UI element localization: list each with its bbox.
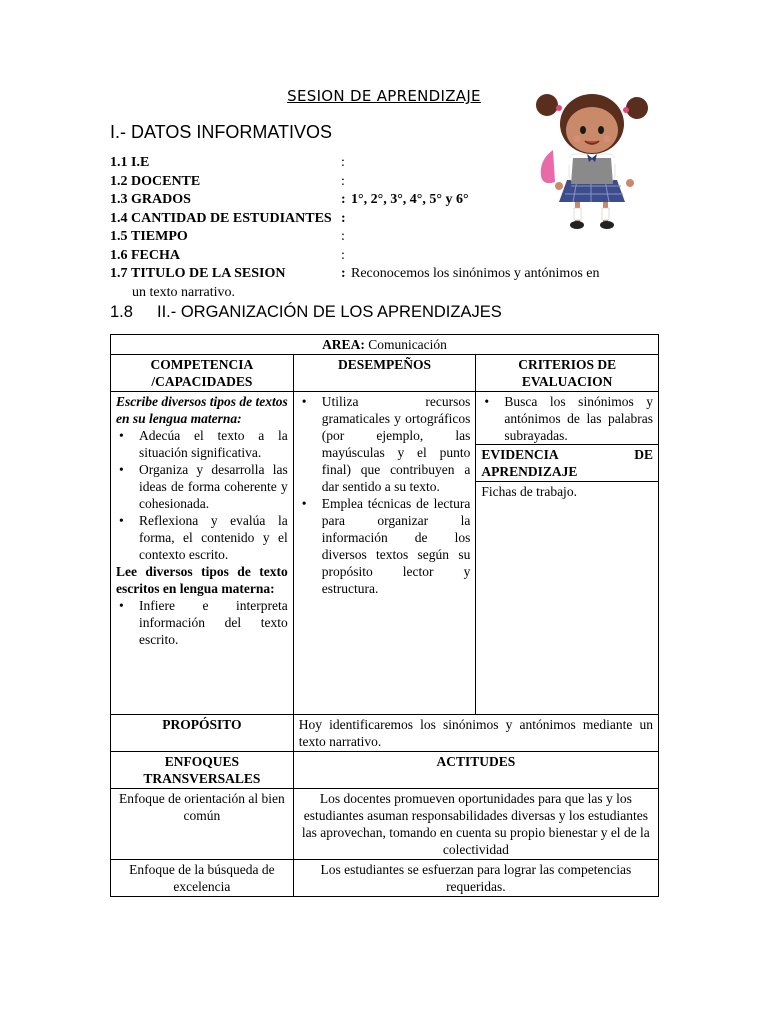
list-item: • Reflexiona y evalúa la forma, el contenido y el contexto escrito. [116,512,288,563]
enfoque-row [111,789,659,860]
list-item: • Adecúa el texto a la situación significativa. [116,427,288,461]
info-row: 1.5 TIEMPO : [110,229,345,244]
proposito-label: PROPÓSITO [111,715,294,752]
info-continuation: un texto narrativo. [132,284,236,300]
info-list [110,154,670,302]
list-item: • Busca los sinónimos y antónimos de las palabras subrayadas. [481,393,653,444]
content-row [111,392,659,715]
criterios-list [481,393,653,444]
info-row: 1.7 TITULO DE LA SESION : Reconocemos los sinónimos y antónimos en [110,266,600,281]
enfoques-header: ENFOQUES TRANSVERSALES [111,752,294,789]
section-heading-datos: I.- DATOS INFORMATIVOS [110,122,333,142]
learning-organization-table [110,334,659,897]
evidencia-value: Fichas de trabajo. [476,481,658,501]
info-row: 1.2 DOCENTE : [110,173,345,189]
criterios-header: CRITERIOS DE EVALUACION [476,355,659,392]
enfoque-row [111,860,659,897]
actitud-text: Los docentes promueven oportunidades para que las y los estudiantes asuman responsabilidades diversas y los estudiantes las aprovechan, tomando en cuenta su propio bienestar y el de la colectividad [293,789,658,860]
capacidades-list [116,427,288,563]
area-row [111,335,659,355]
list-item: • Infiere e interpreta información del texto escrito. [116,597,288,648]
section-heading-organizacion: 1.8 II.- ORGANIZACIÓN DE LOS APRENDIZAJES [110,303,502,321]
evidencia-label: EVIDENCIA DE APRENDIZAJE [476,444,658,481]
proposito-row [111,715,659,752]
info-row: 1.4 CANTIDAD DE ESTUDIANTES : [110,210,346,226]
actitud-text: Los estudiantes se esfuerzan para lograr las competencias requeridas. [293,860,658,897]
info-row: 1.6 FECHA : [110,247,345,263]
list-item: • Utiliza recursos gramaticales y ortográficos (por ejemplo, las mayúsculas y el punto final) que contribuyen a dar sentido a su texto. [299,393,471,495]
desempenos-cell [293,392,476,715]
competencia-cell [111,392,294,715]
competencia-header: COMPETENCIA /CAPACIDADES [111,355,294,392]
desempenos-header: DESEMPEÑOS [293,355,476,392]
actitudes-header: ACTITUDES [293,752,658,789]
header-row [111,355,659,392]
enfoque-name: Enfoque de orientación al bien común [111,789,294,860]
competencia-title: Lee diversos tipos de texto escritos en lengua materna: [116,564,288,596]
info-row: 1.1 I.E : [110,155,345,170]
list-item: • Emplea técnicas de lectura para organizar la información de los diversos textos según su propósito lector y estructura. [299,495,471,597]
criterios-cell [476,392,659,715]
proposito-value: Hoy identificaremos los sinónimos y antónimos mediante un texto narrativo. [293,715,658,752]
list-item: • Organiza y desarrolla las ideas de forma coherente y cohesionada. [116,461,288,512]
enfoque-name: Enfoque de la búsqueda de excelencia [111,860,294,897]
enfoques-header-row [111,752,659,789]
competencia-title: Escribe diversos tipos de textos en su lengua materna: [116,394,288,426]
area-cell: AREA: Comunicación [111,335,659,355]
capacidades-list [116,597,288,648]
desempenos-list [299,393,471,597]
info-row: 1.3 GRADOS : 1°, 2°, 3°, 4°, 5° y 6° [110,192,469,207]
page-title: SESION DE APRENDIZAJE [287,87,481,105]
